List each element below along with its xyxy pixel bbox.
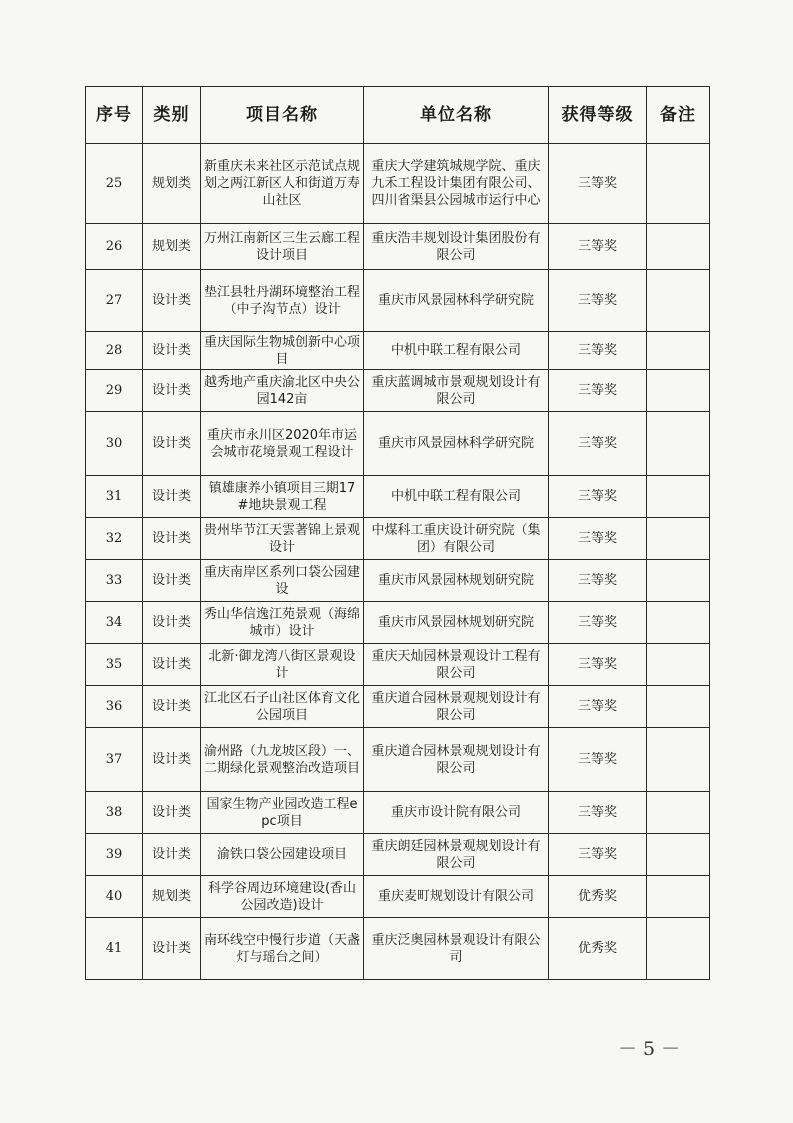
cell-award-level: 三等奖 — [549, 560, 647, 602]
cell-notes — [647, 412, 710, 476]
cell-project-name: 重庆南岸区系列口袋公园建设 — [201, 560, 364, 602]
cell-project-name: 万州江南新区三生云廊工程设计项目 — [201, 224, 364, 270]
cell-category: 规划类 — [143, 224, 201, 270]
cell-unit-name: 重庆麦町规划设计有限公司 — [364, 876, 549, 918]
cell-award-level: 三等奖 — [549, 792, 647, 834]
cell-unit-name: 中机中联工程有限公司 — [364, 476, 549, 518]
cell-unit-name: 重庆大学建筑城规学院、重庆九禾工程设计集团有限公司、四川省渠县公园城市运行中心 — [364, 144, 549, 224]
cell-category: 设计类 — [143, 412, 201, 476]
cell-award-level: 三等奖 — [549, 476, 647, 518]
cell-category: 设计类 — [143, 518, 201, 560]
cell-award-level: 优秀奖 — [549, 918, 647, 980]
cell-project-name: 科学谷周边环境建设(香山公园改造)设计 — [201, 876, 364, 918]
cell-unit-name: 中煤科工重庆设计研究院（集团）有限公司 — [364, 518, 549, 560]
cell-award-level: 三等奖 — [549, 834, 647, 876]
cell-notes — [647, 792, 710, 834]
cell-notes — [647, 224, 710, 270]
cell-project-name: 垫江县牡丹湖环境整治工程（中子沟节点）设计 — [201, 270, 364, 332]
table-row — [86, 270, 710, 332]
cell-project-name: 贵州毕节江天雲著锦上景观设计 — [201, 518, 364, 560]
cell-project-name: 南环线空中慢行步道（天盏灯与瑶台之间） — [201, 918, 364, 980]
cell-unit-name: 重庆蓝调城市景观规划设计有限公司 — [364, 370, 549, 412]
table-row — [86, 644, 710, 686]
cell-serial: 40 — [86, 876, 143, 918]
cell-project-name: 秀山华信逸江苑景观（海绵城市）设计 — [201, 602, 364, 644]
cell-notes — [647, 728, 710, 792]
table-header-row — [86, 87, 710, 144]
cell-notes — [647, 144, 710, 224]
cell-serial: 37 — [86, 728, 143, 792]
cell-category: 设计类 — [143, 834, 201, 876]
cell-project-name: 渝州路（九龙坡区段）一、二期绿化景观整治改造项目 — [201, 728, 364, 792]
table-row — [86, 224, 710, 270]
cell-category: 设计类 — [143, 792, 201, 834]
cell-notes — [647, 602, 710, 644]
table-row — [86, 560, 710, 602]
cell-category: 设计类 — [143, 602, 201, 644]
table-row — [86, 476, 710, 518]
table-row — [86, 144, 710, 224]
cell-serial: 35 — [86, 644, 143, 686]
cell-category: 设计类 — [143, 728, 201, 792]
cell-award-level: 三等奖 — [549, 144, 647, 224]
cell-unit-name: 重庆朗廷园林景观规划设计有限公司 — [364, 834, 549, 876]
header-serial: 序号 — [86, 87, 143, 144]
cell-award-level: 三等奖 — [549, 518, 647, 560]
cell-unit-name: 中机中联工程有限公司 — [364, 332, 549, 370]
cell-unit-name: 重庆泛奥园林景观设计有限公司 — [364, 918, 549, 980]
cell-award-level: 优秀奖 — [549, 876, 647, 918]
header-category: 类别 — [143, 87, 201, 144]
table-row — [86, 518, 710, 560]
cell-award-level: 三等奖 — [549, 224, 647, 270]
awards-table — [85, 86, 710, 980]
cell-project-name: 渝铁口袋公园建设项目 — [201, 834, 364, 876]
header-notes: 备注 — [647, 87, 710, 144]
header-project-name: 项目名称 — [201, 87, 364, 144]
cell-serial: 26 — [86, 224, 143, 270]
cell-category: 设计类 — [143, 644, 201, 686]
cell-category: 规划类 — [143, 876, 201, 918]
header-unit-name: 单位名称 — [364, 87, 549, 144]
cell-award-level: 三等奖 — [549, 644, 647, 686]
table-row — [86, 834, 710, 876]
cell-project-name: 北新·御龙湾八街区景观设计 — [201, 644, 364, 686]
cell-project-name: 越秀地产重庆渝北区中央公园142亩 — [201, 370, 364, 412]
table-row — [86, 332, 710, 370]
cell-award-level: 三等奖 — [549, 370, 647, 412]
cell-notes — [647, 370, 710, 412]
cell-project-name: 重庆市永川区2020年市运会城市花境景观工程设计 — [201, 412, 364, 476]
page-number: － 5 － — [618, 1038, 681, 1060]
cell-notes — [647, 834, 710, 876]
table-row — [86, 602, 710, 644]
cell-category: 设计类 — [143, 270, 201, 332]
cell-serial: 28 — [86, 332, 143, 370]
header-award-level: 获得等级 — [549, 87, 647, 144]
cell-award-level: 三等奖 — [549, 602, 647, 644]
table-row — [86, 728, 710, 792]
cell-notes — [647, 476, 710, 518]
table-row — [86, 876, 710, 918]
cell-unit-name: 重庆道合园林景观规划设计有限公司 — [364, 686, 549, 728]
cell-serial: 25 — [86, 144, 143, 224]
cell-unit-name: 重庆市风景园林规划研究院 — [364, 602, 549, 644]
cell-serial: 30 — [86, 412, 143, 476]
cell-category: 规划类 — [143, 144, 201, 224]
cell-serial: 41 — [86, 918, 143, 980]
cell-award-level: 三等奖 — [549, 686, 647, 728]
cell-serial: 31 — [86, 476, 143, 518]
cell-serial: 32 — [86, 518, 143, 560]
cell-project-name: 新重庆未来社区示范试点规划之两江新区人和街道万寿山社区 — [201, 144, 364, 224]
table-row — [86, 412, 710, 476]
table-row — [86, 370, 710, 412]
cell-serial: 38 — [86, 792, 143, 834]
cell-unit-name: 重庆市风景园林科学研究院 — [364, 412, 549, 476]
cell-category: 设计类 — [143, 476, 201, 518]
cell-serial: 27 — [86, 270, 143, 332]
cell-category: 设计类 — [143, 686, 201, 728]
cell-serial: 36 — [86, 686, 143, 728]
cell-notes — [647, 876, 710, 918]
cell-unit-name: 重庆市风景园林科学研究院 — [364, 270, 549, 332]
cell-award-level: 三等奖 — [549, 270, 647, 332]
cell-notes — [647, 686, 710, 728]
cell-unit-name: 重庆市风景园林规划研究院 — [364, 560, 549, 602]
cell-unit-name: 重庆道合园林景观规划设计有限公司 — [364, 728, 549, 792]
table-row — [86, 792, 710, 834]
cell-project-name: 国家生物产业园改造工程epc项目 — [201, 792, 364, 834]
cell-notes — [647, 518, 710, 560]
cell-category: 设计类 — [143, 918, 201, 980]
cell-serial: 39 — [86, 834, 143, 876]
cell-category: 设计类 — [143, 370, 201, 412]
cell-project-name: 江北区石子山社区体育文化公园项目 — [201, 686, 364, 728]
cell-notes — [647, 332, 710, 370]
cell-project-name: 镇雄康养小镇项目三期17#地块景观工程 — [201, 476, 364, 518]
cell-award-level: 三等奖 — [549, 412, 647, 476]
cell-serial: 29 — [86, 370, 143, 412]
cell-category: 设计类 — [143, 332, 201, 370]
cell-notes — [647, 644, 710, 686]
cell-award-level: 三等奖 — [549, 332, 647, 370]
cell-category: 设计类 — [143, 560, 201, 602]
table-row — [86, 686, 710, 728]
table-row — [86, 918, 710, 980]
cell-notes — [647, 560, 710, 602]
cell-unit-name: 重庆天灿园林景观设计工程有限公司 — [364, 644, 549, 686]
cell-award-level: 三等奖 — [549, 728, 647, 792]
cell-unit-name: 重庆浩丰规划设计集团股份有限公司 — [364, 224, 549, 270]
cell-serial: 34 — [86, 602, 143, 644]
cell-serial: 33 — [86, 560, 143, 602]
cell-notes — [647, 918, 710, 980]
cell-unit-name: 重庆市设计院有限公司 — [364, 792, 549, 834]
cell-notes — [647, 270, 710, 332]
cell-project-name: 重庆国际生物城创新中心项目 — [201, 332, 364, 370]
